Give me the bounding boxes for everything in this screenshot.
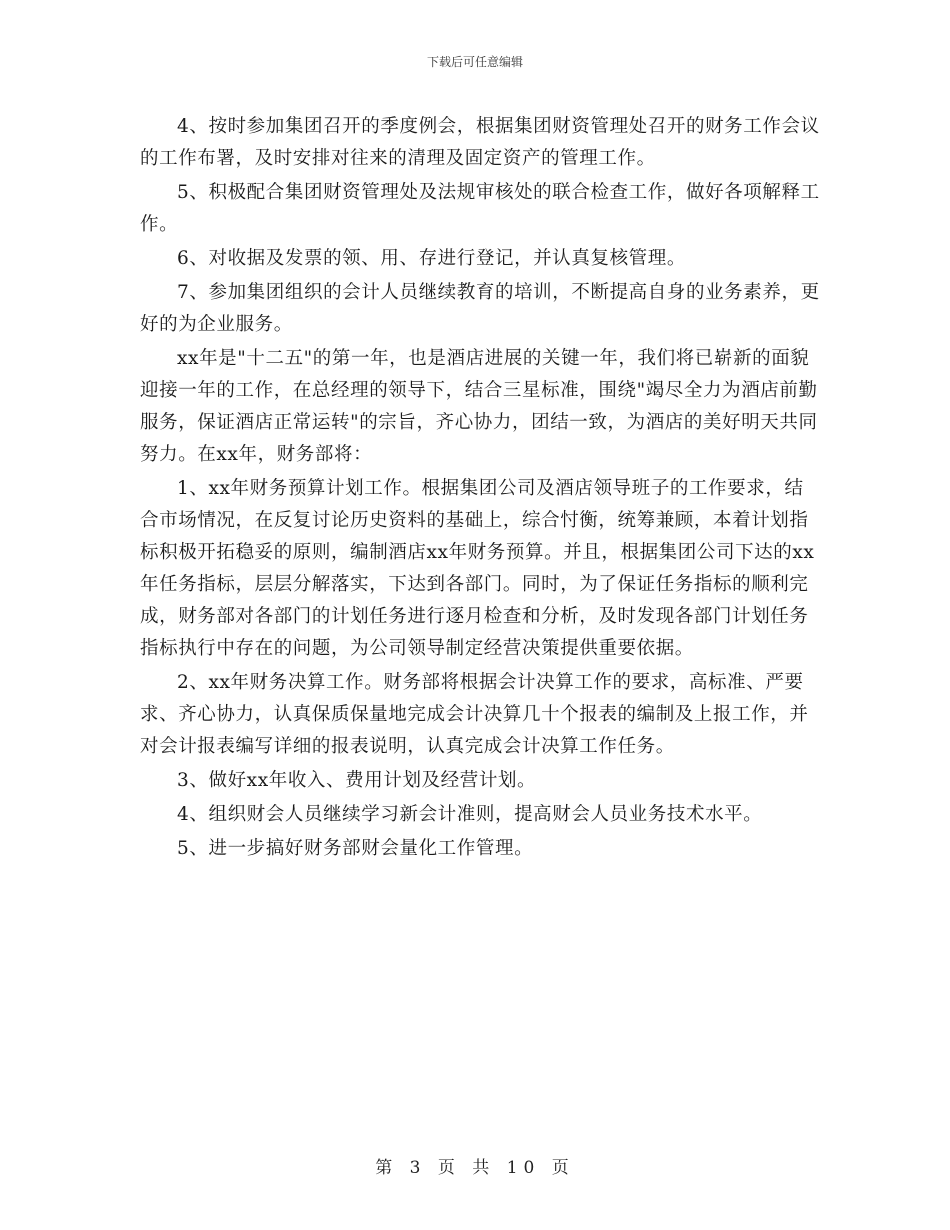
paragraph: 4、组织财会人员继续学习新会计准则，提高财会人员业务技术水平。 — [177, 804, 763, 825]
paragraph: 5、进一步搞好财务部财会量化工作管理。 — [177, 838, 534, 859]
paragraph: 7、参加集团组织的会计人员继续教育的培训，不断提高自身的业务素养，更好的为企业服务。 — [140, 282, 820, 335]
paragraph: 1、xx年财务预算计划工作。根据集团公司及酒店领导班子的工作要求，结合市场情况，在反复讨论历史资料的基础上，综合忖衡，统筹兼顾，本着计划指标积极开拓稳妥的原则，编制酒店xx年财务预算。并且，根据集团公司下达的xx年任务指标，层层分解落实，下达到各部门。同时，为了保证任务指标的顺利完成，财务部对各部门的计划任务进行逐月检查和分析，及时发现各部门计划任务指标执行中存在的问题，为公司领导制定经营决策提供重要依据。 — [140, 478, 815, 659]
header-note: 下载后可任意编辑 — [426, 55, 523, 69]
paragraph: 2、xx年财务决算工作。财务部将根据会计决算工作的要求，高标准、严要求、齐心协力，认真保质保量地完成会计决算几十个报表的编制及上报工作，并对会计报表编写详细的报表说明，认真完成会计决算工作任务。 — [140, 672, 809, 757]
page-number: 第 3 页 共 10 页 — [375, 1158, 575, 1178]
paragraph: 4、按时参加集团召开的季度例会，根据集团财资管理处召开的财务工作会议的工作布署，及时安排对往来的清理及固定资产的管理工作。 — [140, 116, 820, 169]
document-body — [140, 111, 820, 865]
paragraph: 3、做好xx年收入、费用计划及经营计划。 — [177, 770, 537, 791]
paragraph: 6、对收据及发票的领、用、存进行登记，并认真复核管理。 — [177, 248, 686, 269]
paragraph: xx年是"十二五"的第一年，也是酒店进展的关键一年，我们将已崭新的面貌迎接一年的工作，在总经理的领导下，结合三星标准，围绕"竭尽全力为酒店前勤服务，保证酒店正常运转"的宗旨，齐心协力，团结一致，为酒店的美好明天共同努力。在xx年，财务部将： — [140, 348, 818, 465]
paragraph: 5、积极配合集团财资管理处及法规审核处的联合检查工作，做好各项解释工作。 — [140, 182, 820, 235]
